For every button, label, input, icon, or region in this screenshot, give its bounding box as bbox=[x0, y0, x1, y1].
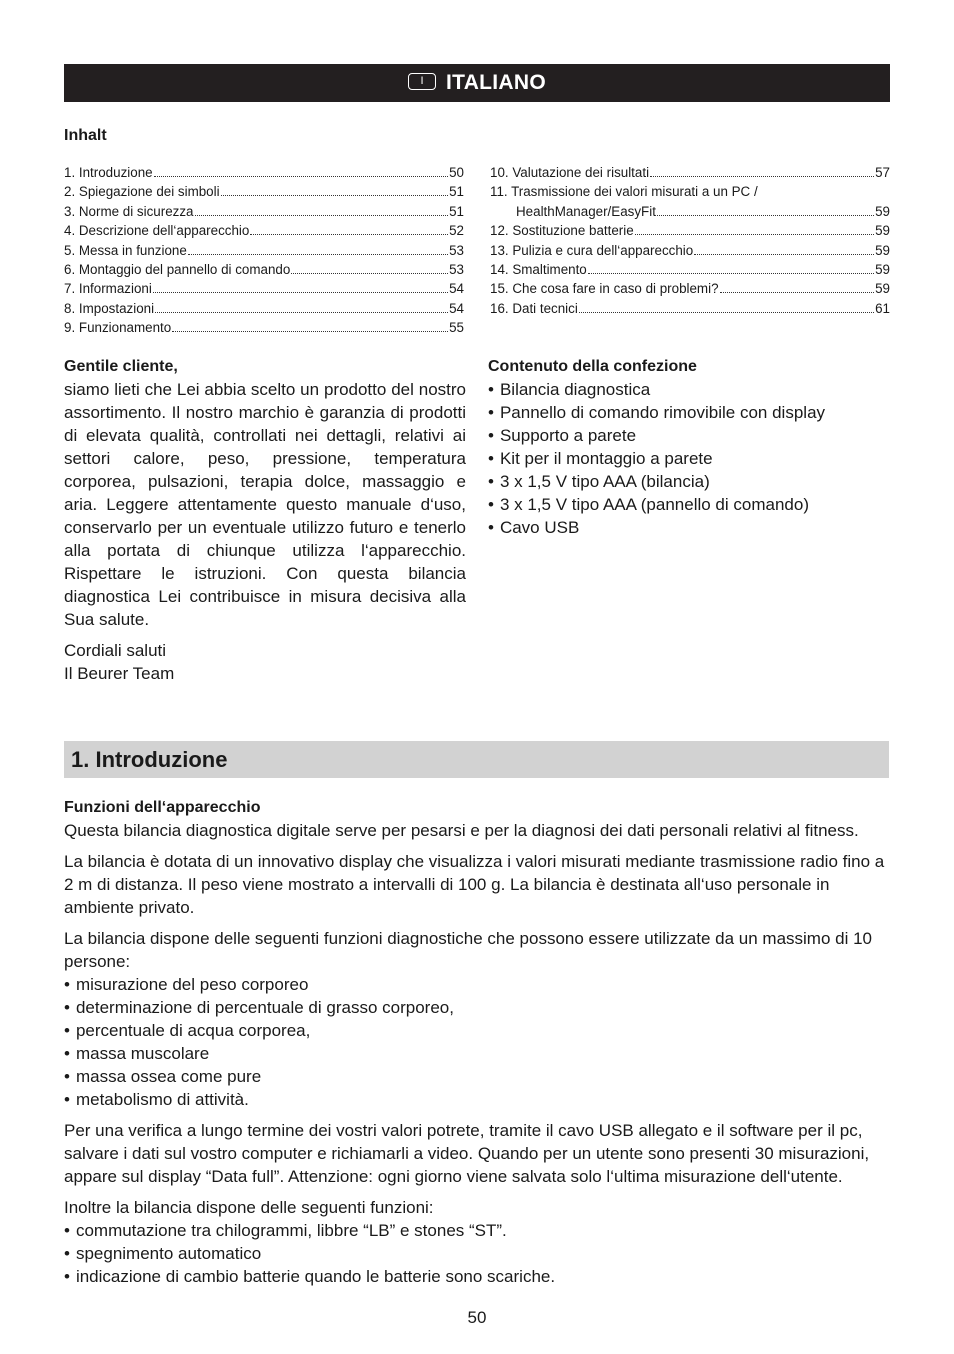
intro-paragraph-5: Inoltre la bilancia dispone delle seguenti funzioni: bbox=[64, 1198, 434, 1217]
toc-entry-label: 13. Pulizia e cura dell‘apparecchio bbox=[490, 242, 694, 258]
toc-heading: Inhalt bbox=[64, 127, 107, 144]
toc-leader-dots bbox=[153, 292, 448, 293]
list-item: • percentuale di acqua corporea, bbox=[64, 1019, 894, 1042]
toc-entry bbox=[490, 202, 890, 221]
toc-entry-label: 10. Valutazione dei risultati bbox=[490, 165, 650, 180]
contents-item: • Kit per il montaggio a parete bbox=[488, 447, 890, 470]
toc-entry-page: 52 bbox=[449, 223, 464, 239]
toc-entry-page: 50 bbox=[449, 165, 464, 180]
language-header bbox=[64, 64, 890, 102]
language-badge: I bbox=[408, 73, 436, 90]
greeting-heading: Gentile cliente, bbox=[64, 357, 178, 375]
toc-leader-dots bbox=[154, 176, 449, 177]
list-item: • metabolismo di attività. bbox=[64, 1088, 894, 1111]
toc-entry-label: 5. Messa in funzione bbox=[64, 242, 187, 258]
toc-entry-page: 53 bbox=[449, 242, 464, 258]
toc-entry bbox=[64, 241, 464, 260]
toc-entry bbox=[64, 279, 464, 298]
intro-paragraph-2: La bilancia è dotata di un innovativo display che visualizza i valori misurati mediante trasmissione radio fino a 2 m di distanza. Il peso viene mostrato a intervalli di 100 g. La bilancia è destinata all‘uso personale in ambiente privato. bbox=[64, 852, 885, 917]
toc-entry-label: 4. Descrizione dell‘apparecchio bbox=[64, 223, 250, 239]
toc-entry-label: 14. Smaltimento bbox=[490, 262, 587, 278]
toc-entry-page: 59 bbox=[875, 203, 890, 219]
diagnostic-functions-list bbox=[64, 973, 894, 1111]
toc-leader-dots bbox=[221, 195, 449, 196]
toc-leader-dots bbox=[635, 234, 874, 235]
toc-entry bbox=[490, 279, 890, 298]
toc-entry bbox=[490, 182, 890, 201]
toc-entry-label: 6. Montaggio del pannello di comando bbox=[64, 262, 291, 278]
section-title: 1. Introduzione bbox=[71, 746, 228, 772]
contents-list bbox=[488, 378, 890, 539]
toc-entry bbox=[64, 221, 464, 240]
extra-functions-list bbox=[64, 1219, 894, 1288]
toc-right-column bbox=[490, 163, 890, 338]
list-item: • determinazione di percentuale di grasso corporeo, bbox=[64, 996, 894, 1019]
toc-leader-dots bbox=[657, 215, 874, 216]
toc-left-column bbox=[64, 163, 464, 338]
contents-item: • 3 x 1,5 V tipo AAA (pannello di comando) bbox=[488, 493, 890, 516]
toc-entry-label: 1. Introduzione bbox=[64, 165, 153, 180]
toc-entry bbox=[64, 260, 464, 279]
list-item: • spegnimento automatico bbox=[64, 1242, 894, 1265]
greeting-body: siamo lieti che Lei abbia scelto un prodotto del nostro assortimento. Il nostro marchio è garanzia di prodotti di elevata qualità, controllati nei dettagli, relativi ai settori calore, peso, pressione, temperatura corporea, pulsazioni, terapia dolce, massaggio e aria. Leggere attentamente questo manuale d‘uso, conservarlo per un eventuale utilizzo futuro e tenerlo alla portata di chiunque utilizza l‘apparecchio. Rispettare le istruzioni. Con questa bilancia diagnostica Lei contribuisce in misura decisiva alla Sua salute. bbox=[64, 379, 466, 629]
toc-entry-label: 11. Trasmissione dei valori misurati a un PC / bbox=[490, 184, 758, 200]
contents-item: • Cavo USB bbox=[488, 516, 890, 539]
toc-entry-label: 2. Spiegazione dei simboli bbox=[64, 184, 220, 200]
functions-heading: Funzioni dell‘apparecchio bbox=[64, 799, 261, 816]
toc-entry bbox=[490, 221, 890, 240]
toc-entry-label: 15. Che cosa fare in caso di problemi? bbox=[490, 281, 719, 297]
intro-paragraph-1: Questa bilancia diagnostica digitale serve per pesarsi e per la diagnosi dei dati personali relativi al fitness. bbox=[64, 821, 859, 840]
toc-leader-dots bbox=[694, 254, 874, 255]
page-content bbox=[64, 64, 890, 685]
table-of-contents bbox=[64, 163, 890, 338]
toc-entry bbox=[64, 318, 464, 337]
page-number: 50 bbox=[467, 1308, 487, 1327]
toc-entry-page: 55 bbox=[449, 320, 464, 336]
toc-entry bbox=[64, 163, 464, 182]
contents-item: • Pannello di comando rimovibile con display bbox=[488, 401, 890, 424]
greeting-signature: Il Beurer Team bbox=[64, 663, 175, 683]
toc-leader-dots bbox=[155, 312, 448, 313]
toc-leader-dots bbox=[188, 254, 448, 255]
list-item: • misurazione del peso corporeo bbox=[64, 973, 894, 996]
toc-entry-page: 51 bbox=[449, 203, 464, 219]
toc-leader-dots bbox=[291, 273, 448, 274]
greeting-column bbox=[64, 356, 466, 685]
toc-leader-dots bbox=[579, 312, 874, 313]
section-header bbox=[64, 741, 889, 778]
toc-entry-label: 3. Norme di sicurezza bbox=[64, 203, 194, 219]
toc-entry-page: 54 bbox=[449, 300, 464, 316]
toc-entry-page: 59 bbox=[875, 223, 890, 239]
list-item: • indicazione di cambio batterie quando le batterie sono scariche. bbox=[64, 1265, 894, 1288]
toc-leader-dots bbox=[720, 292, 875, 293]
list-item: • massa muscolare bbox=[64, 1042, 894, 1065]
toc-entry-label: 12. Sostituzione batterie bbox=[490, 223, 634, 239]
list-item: • massa ossea come pure bbox=[64, 1065, 894, 1088]
toc-entry-page: 59 bbox=[875, 262, 890, 278]
toc-entry bbox=[490, 241, 890, 260]
intro-paragraph-3: La bilancia dispone delle seguenti funzioni diagnostiche che possono essere utilizzate da un massimo di 10 persone: bbox=[64, 929, 873, 971]
toc-entry-page: 51 bbox=[449, 184, 464, 200]
contents-column bbox=[488, 356, 890, 685]
toc-entry-label: 7. Informazioni bbox=[64, 281, 152, 297]
toc-entry bbox=[64, 202, 464, 221]
toc-entry-label: 16. Dati tecnici bbox=[490, 300, 578, 316]
toc-leader-dots bbox=[172, 331, 448, 332]
toc-entry-page: 54 bbox=[449, 281, 464, 297]
list-item: • commutazione tra chilogrammi, libbre “LB” e stones “ST”. bbox=[64, 1219, 894, 1242]
contents-item: • Supporto a parete bbox=[488, 424, 890, 447]
contents-heading: Contenuto della confezione bbox=[488, 357, 697, 375]
toc-entry-page: 61 bbox=[875, 300, 890, 316]
contents-item: • 3 x 1,5 V tipo AAA (bilancia) bbox=[488, 470, 890, 493]
toc-entry bbox=[490, 163, 890, 182]
intro-paragraph-4: Per una verifica a lungo termine dei vostri valori potrete, tramite il cavo USB allegato e il software per il pc, salvare i dati sul vostro computer e richiamarli a video. Quando per un utente sono presenti 30 misurazioni, appare sul display “Data full”. Attenzione: ogni giorno viene salvata solo l‘ultima misurazione dell‘utente. bbox=[64, 1121, 870, 1186]
language-title: ITALIANO bbox=[446, 71, 546, 94]
two-column-section bbox=[64, 356, 890, 685]
contents-item: • Bilancia diagnostica bbox=[488, 378, 890, 401]
toc-leader-dots bbox=[588, 273, 874, 274]
toc-entry-label: 8. Impostazioni bbox=[64, 300, 155, 316]
toc-leader-dots bbox=[195, 215, 449, 216]
toc-entry bbox=[64, 299, 464, 318]
toc-entry-page: 59 bbox=[875, 242, 890, 258]
toc-entry bbox=[64, 182, 464, 201]
toc-entry bbox=[490, 260, 890, 279]
toc-entry-page: 59 bbox=[875, 281, 890, 297]
toc-leader-dots bbox=[250, 234, 448, 235]
greeting-closing: Cordiali saluti bbox=[64, 640, 167, 660]
intro-section bbox=[64, 797, 894, 1288]
toc-entry-label: 9. Funzionamento bbox=[64, 320, 172, 336]
toc-entry-page: 53 bbox=[449, 262, 464, 278]
toc-entry-label: HealthManager/EasyFit bbox=[516, 203, 656, 219]
toc-entry bbox=[490, 299, 890, 318]
toc-leader-dots bbox=[650, 176, 874, 177]
toc-entry-page: 57 bbox=[875, 165, 890, 180]
